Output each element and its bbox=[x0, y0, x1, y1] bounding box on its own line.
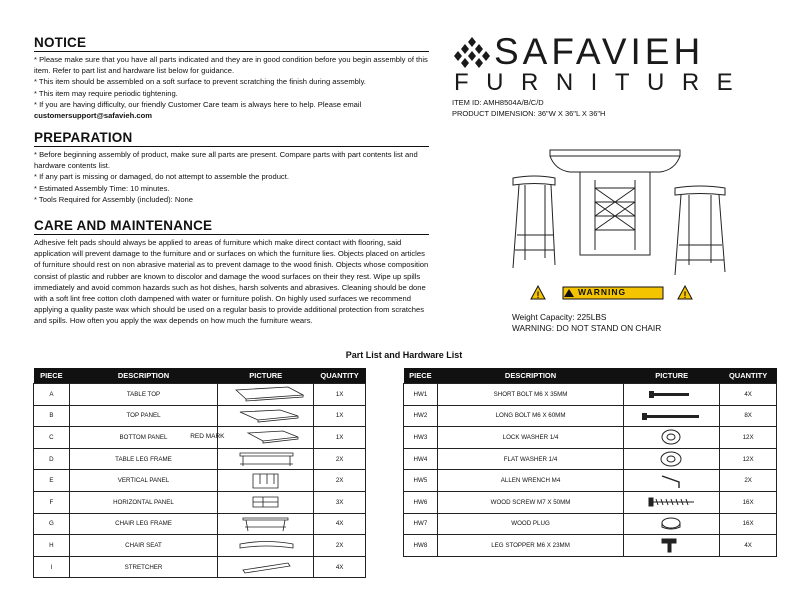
piece-picture bbox=[218, 491, 314, 513]
hardware-header-picture: PICTURE bbox=[624, 368, 720, 384]
piece-description: STRETCHER bbox=[69, 556, 217, 578]
flat-washer-icon bbox=[624, 448, 720, 470]
table-row bbox=[34, 470, 366, 492]
table-row bbox=[404, 448, 777, 470]
leg-stopper-icon bbox=[624, 535, 720, 557]
hw-id: HW7 bbox=[404, 513, 438, 535]
hw-id: HW1 bbox=[404, 384, 438, 406]
hw-quantity: 12X bbox=[720, 427, 777, 449]
table-row bbox=[34, 427, 366, 449]
hw-quantity: 4X bbox=[720, 535, 777, 557]
table-row bbox=[34, 448, 366, 470]
piece-quantity: 1X bbox=[314, 384, 366, 406]
wood-screw-icon bbox=[624, 491, 720, 513]
hw-quantity: 4X bbox=[720, 384, 777, 406]
piece-id: E bbox=[34, 470, 70, 492]
hw-description: LOCK WASHER 1/4 bbox=[437, 427, 623, 449]
hw-id: HW2 bbox=[404, 405, 438, 427]
parts-header-picture: PICTURE bbox=[218, 368, 314, 384]
brand-logo bbox=[450, 31, 780, 97]
care-text: Adhesive felt pads should always be applied to areas of furniture which make direct contact with flooring, said application will prevent damage to the furniture and or surfaces on which the furniture lies. Objects placed on articles of furniture should rest on non abrasive material as to prevent damage to the wood finish. Objects whose composition consist of plastic and rubber are known to discolor and damage the wood surfaces on their they rest. Wipe up spills immediately and avoid common hazards such as hot dishes, harsh solvents and abrasives. Cleaning should be done with a soft lint free cotton cloth dampened with water or furniture polish. On highly used surfaces we recommend applying a quality paste wax which should be used on a regular basis to provide additional protection from scratches and spills. How often you apply the wax depends on how much the furniture wears. bbox=[34, 238, 429, 326]
hardware-header-description: DESCRIPTION bbox=[437, 368, 623, 384]
piece-quantity: 1X bbox=[314, 427, 366, 449]
product-dimension: PRODUCT DIMENSION: 36"W X 36"L X 36"H bbox=[452, 109, 606, 118]
table-row bbox=[34, 535, 366, 557]
svg-text:!: ! bbox=[683, 290, 687, 300]
piece-picture bbox=[190, 427, 314, 449]
allen-wrench-icon bbox=[624, 470, 720, 492]
diamond-logo-icon bbox=[450, 35, 494, 69]
table-row bbox=[34, 405, 366, 427]
hw-description: SHORT BOLT M6 X 35MM bbox=[437, 384, 623, 406]
parts-table bbox=[33, 368, 366, 578]
svg-text:!: ! bbox=[536, 290, 540, 300]
care-section bbox=[34, 218, 429, 327]
piece-description: TABLE TOP bbox=[69, 384, 217, 406]
weight-capacity: Weight Capacity: 225LBS bbox=[512, 312, 607, 322]
hw-description: WOOD SCREW M7 X 50MM bbox=[437, 491, 623, 513]
piece-quantity: 2X bbox=[314, 470, 366, 492]
piece-id: B bbox=[34, 405, 70, 427]
piece-quantity: 2X bbox=[314, 535, 366, 557]
notice-line-4: * If you are having difficulty, our friendly Customer Care team is always here to help. Please email bbox=[34, 99, 362, 109]
prep-line-2: * If any part is missing or damaged, do not attempt to assemble the product. bbox=[34, 172, 289, 182]
hw-quantity: 8X bbox=[720, 405, 777, 427]
piece-id: C bbox=[34, 427, 70, 449]
long-bolt-icon bbox=[624, 405, 720, 427]
table-title: Part List and Hardware List bbox=[345, 350, 463, 360]
wood-plug-icon bbox=[624, 513, 720, 535]
piece-picture bbox=[218, 405, 314, 427]
hw-description: ALLEN WRENCH M4 bbox=[437, 470, 623, 492]
piece-id: D bbox=[34, 448, 70, 470]
piece-description: TABLE LEG FRAME bbox=[69, 448, 217, 470]
piece-id: G bbox=[34, 513, 70, 535]
piece-id: A bbox=[34, 384, 70, 406]
hw-quantity: 16X bbox=[720, 491, 777, 513]
hardware-header-piece: PIECE bbox=[404, 368, 438, 384]
warning-banner-label: WARNING bbox=[578, 287, 627, 297]
notice-line-3: * This item may require periodic tightening. bbox=[34, 88, 178, 98]
notice-line-2: * This item should be assembled on a soft surface to prevent scratching the finish during assembly. bbox=[34, 77, 366, 87]
warning-banner bbox=[530, 285, 700, 301]
table-row bbox=[404, 405, 777, 427]
piece-quantity: 3X bbox=[314, 491, 366, 513]
table-row bbox=[404, 535, 777, 557]
piece-description: BOTTOM PANEL bbox=[69, 427, 217, 449]
table-row bbox=[404, 384, 777, 406]
notice-line-1: * Please make sure that you have all parts indicated and they are in good condition before you begin assembly of this item. Refer to part list and hardware list below for guidance. bbox=[34, 55, 428, 76]
table-row bbox=[404, 491, 777, 513]
hw-quantity: 12X bbox=[720, 448, 777, 470]
piece-description: HORIZONTAL PANEL bbox=[69, 491, 217, 513]
hw-description: WOOD PLUG bbox=[437, 513, 623, 535]
parts-header-piece: PIECE bbox=[34, 368, 70, 384]
notice-heading: NOTICE bbox=[34, 35, 429, 52]
hw-id: HW8 bbox=[404, 535, 438, 557]
hw-id: HW6 bbox=[404, 491, 438, 513]
piece-picture bbox=[218, 448, 314, 470]
product-illustration bbox=[495, 140, 735, 280]
hw-id: HW4 bbox=[404, 448, 438, 470]
piece-picture bbox=[218, 470, 314, 492]
red-mark-label: RED MARK bbox=[190, 433, 225, 441]
piece-description: CHAIR LEG FRAME bbox=[69, 513, 217, 535]
piece-id: I bbox=[34, 556, 70, 578]
lock-washer-icon bbox=[624, 427, 720, 449]
hw-id: HW3 bbox=[404, 427, 438, 449]
piece-picture bbox=[218, 513, 314, 535]
hw-description: FLAT WASHER 1/4 bbox=[437, 448, 623, 470]
piece-picture bbox=[218, 384, 314, 406]
piece-picture bbox=[218, 535, 314, 557]
parts-header-quantity: QUANTITY bbox=[314, 368, 366, 384]
piece-quantity: 2X bbox=[314, 448, 366, 470]
parts-header-description: DESCRIPTION bbox=[69, 368, 217, 384]
no-stand-warning: WARNING: DO NOT STAND ON CHAIR bbox=[512, 323, 662, 333]
prep-line-1: * Before beginning assembly of product, make sure all parts are present. Compare parts with part contents list and hardware contents list. bbox=[34, 150, 418, 171]
table-row bbox=[34, 556, 366, 578]
hw-description: LONG BOLT M6 X 60MM bbox=[437, 405, 623, 427]
hardware-header-quantity: QUANTITY bbox=[720, 368, 777, 384]
brand-name-top: SAFAVIEH bbox=[494, 31, 705, 72]
care-heading: CARE AND MAINTENANCE bbox=[34, 218, 429, 235]
table-row bbox=[34, 491, 366, 513]
piece-picture bbox=[218, 556, 314, 578]
piece-description: CHAIR SEAT bbox=[69, 535, 217, 557]
table-row bbox=[404, 513, 777, 535]
table-row bbox=[34, 513, 366, 535]
notice-section bbox=[34, 35, 429, 121]
preparation-heading: PREPARATION bbox=[34, 130, 429, 147]
brand-name-bottom: FURNITURE bbox=[454, 69, 751, 96]
hw-id: HW5 bbox=[404, 470, 438, 492]
bolt-icon bbox=[624, 384, 720, 406]
piece-id: F bbox=[34, 491, 70, 513]
piece-description: TOP PANEL bbox=[69, 405, 217, 427]
hw-quantity: 2X bbox=[720, 470, 777, 492]
hw-quantity: 16X bbox=[720, 513, 777, 535]
preparation-section bbox=[34, 130, 429, 205]
piece-quantity: 1X bbox=[314, 405, 366, 427]
support-email[interactable]: customersupport@safavieh.com bbox=[34, 111, 152, 121]
piece-description: VERTICAL PANEL bbox=[69, 470, 217, 492]
table-row bbox=[404, 470, 777, 492]
piece-id: H bbox=[34, 535, 70, 557]
hardware-table bbox=[403, 368, 777, 557]
item-id: ITEM ID: AMH8504A/B/C/D bbox=[452, 98, 544, 107]
table-row bbox=[404, 427, 777, 449]
prep-line-3: * Estimated Assembly Time: 10 minutes. bbox=[34, 183, 170, 193]
piece-quantity: 4X bbox=[314, 556, 366, 578]
table-row bbox=[34, 384, 366, 406]
hw-description: LEG STOPPER M6 X 23MM bbox=[437, 535, 623, 557]
prep-line-4: * Tools Required for Assembly (included): None bbox=[34, 194, 193, 204]
piece-quantity: 4X bbox=[314, 513, 366, 535]
